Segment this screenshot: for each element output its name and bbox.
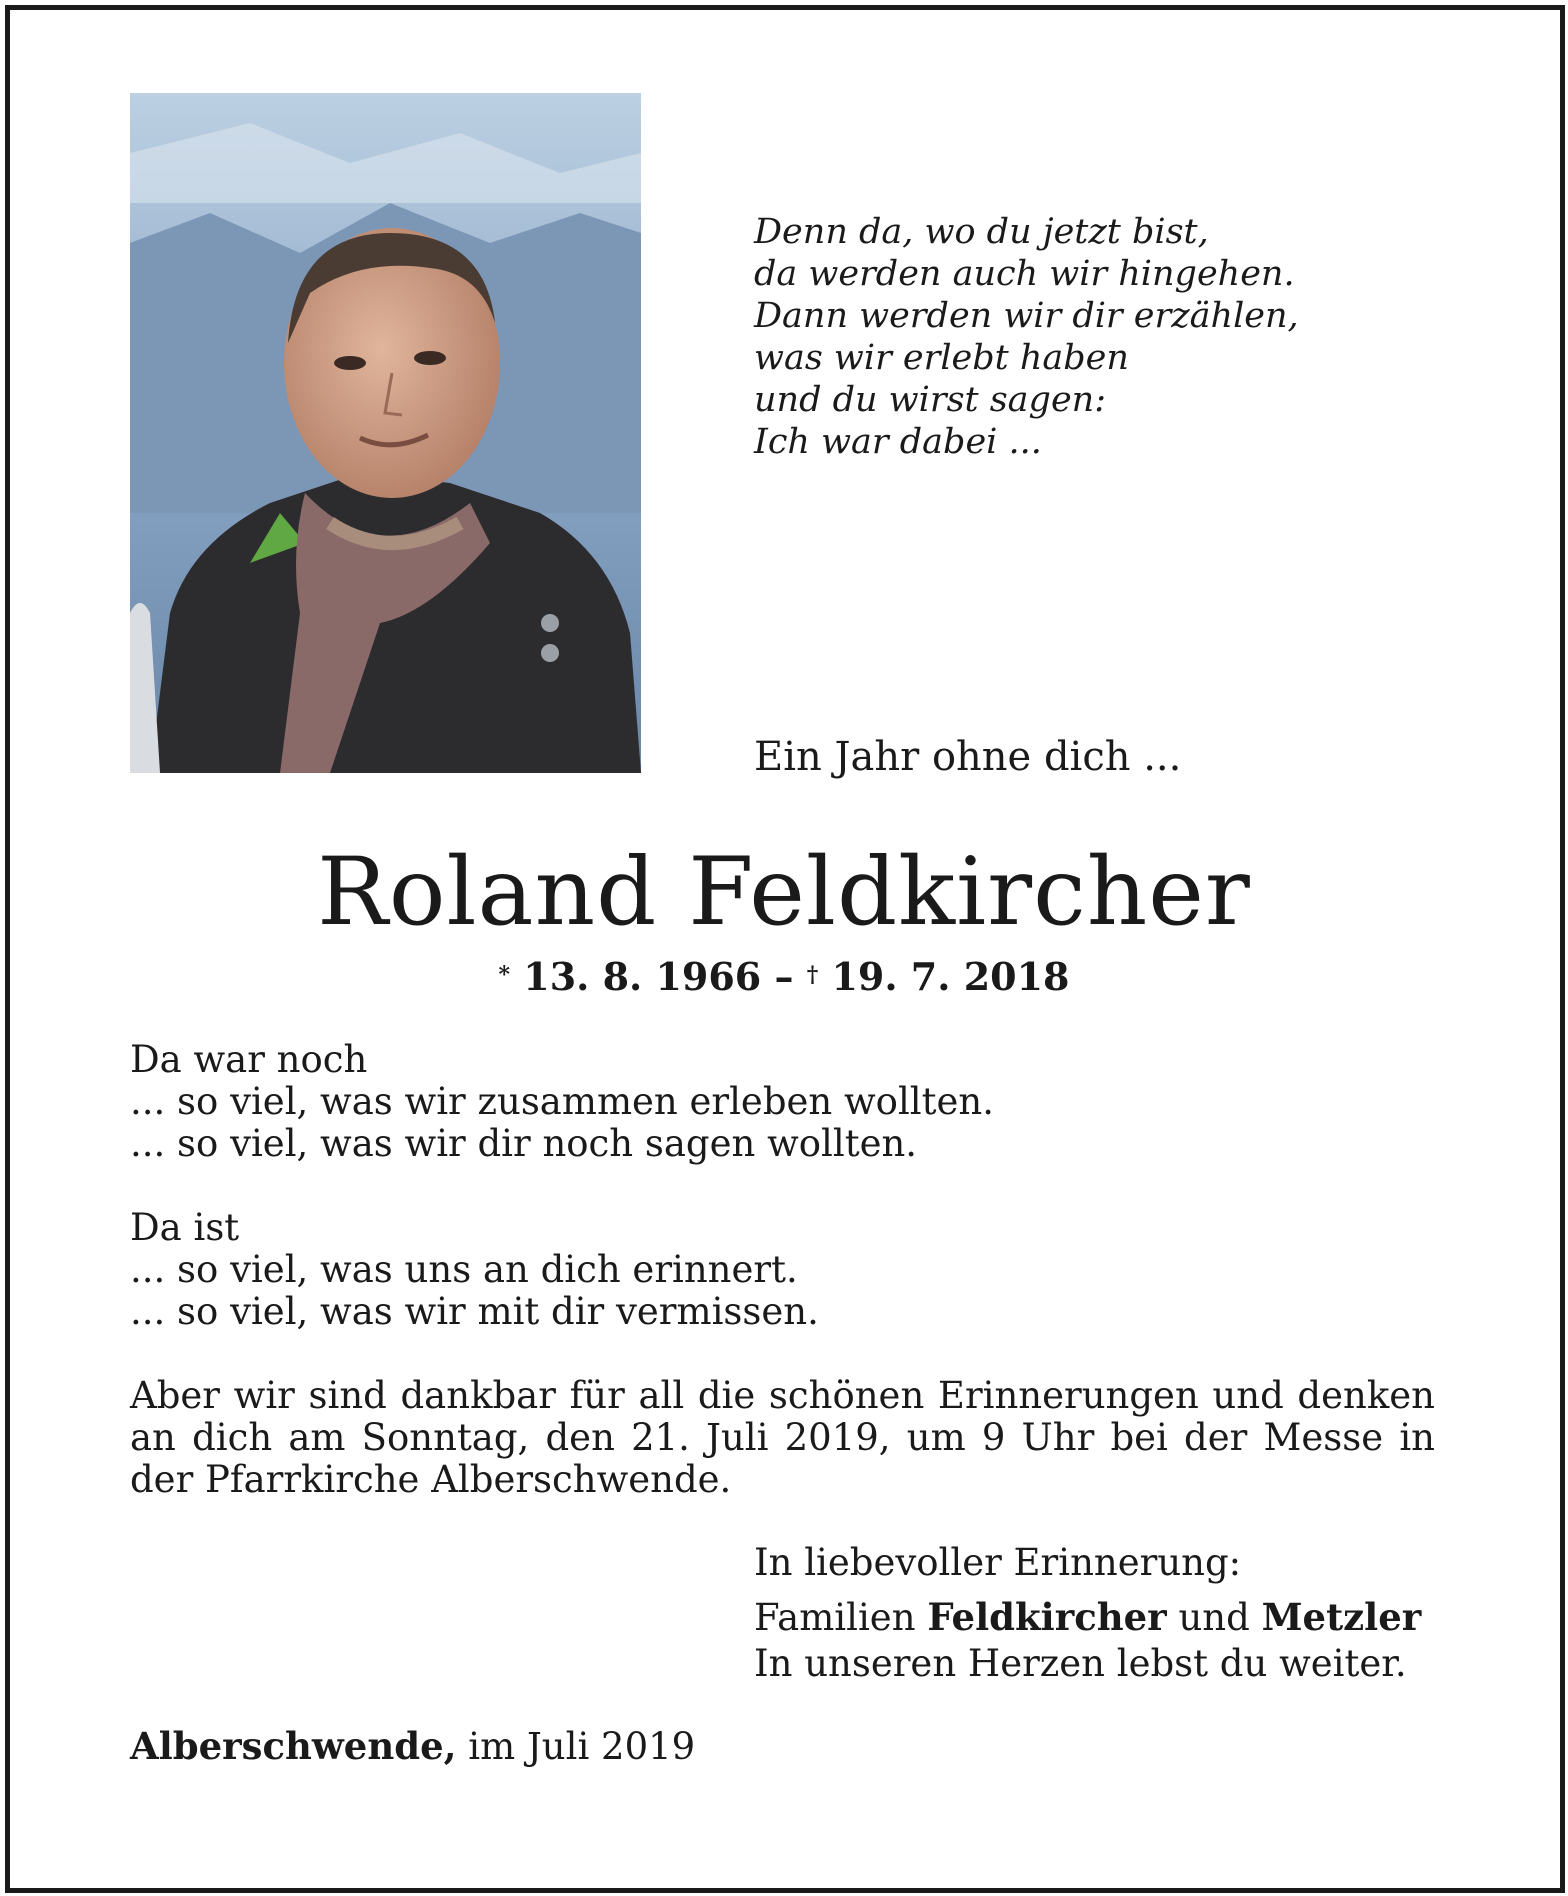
poem-line: Denn da, wo du jetzt bist,	[754, 212, 1209, 252]
place-date	[130, 1725, 695, 1768]
death-date: 19. 7. 2018	[831, 954, 1070, 999]
families-line	[754, 1594, 1421, 1641]
birth-date: 13. 8. 1966 –	[523, 954, 794, 999]
birth-symbol: *	[498, 962, 511, 988]
stanza-line: ... so viel, was wir dir noch sagen wollten.	[130, 1122, 918, 1165]
death-symbol: †	[806, 962, 819, 988]
families-prefix: Familien	[754, 1596, 916, 1639]
stanza-line: Da war noch	[130, 1038, 368, 1081]
closing-intro: In liebevoller Erinnerung:	[754, 1541, 1242, 1584]
place-date-text: im Juli 2019	[468, 1725, 696, 1768]
stanza-2	[130, 1207, 819, 1333]
closing-block	[754, 1540, 1421, 1687]
stanza-line: ... so viel, was uns an dich erinnert.	[130, 1248, 798, 1291]
poem-line: Ich war dabei ...	[754, 422, 1042, 462]
closing-last-line: In unseren Herzen lebst du weiter.	[754, 1642, 1407, 1685]
stanza-line: ... so viel, was wir mit dir vermissen.	[130, 1290, 819, 1333]
poem-line: und du wirst sagen:	[754, 380, 1106, 420]
families-and: und	[1178, 1596, 1250, 1639]
poem-line: da werden auch wir hingehen.	[754, 254, 1295, 294]
life-dates	[0, 954, 1568, 1000]
memorial-paragraph: Aber wir sind dankbar für all die schönen Erinnerungen und denken an dich am Sonntag, den 21. Juli 2019, um 9 Uhr bei der Messe in der Pfarrkirche Alberschwende.	[130, 1374, 1435, 1501]
stanza-line: Da ist	[130, 1206, 240, 1249]
poem-line: was wir erlebt haben	[754, 338, 1129, 378]
portrait-photo	[130, 93, 641, 773]
place-town: Alberschwende,	[130, 1724, 457, 1768]
family-name-2: Metzler	[1261, 1595, 1422, 1639]
deceased-name: Roland Feldkircher	[317, 838, 1251, 947]
stanza-line: ... so viel, was wir zusammen erleben wollten.	[130, 1080, 994, 1123]
stanza-1	[130, 1039, 994, 1165]
poem	[754, 211, 1299, 463]
lead-text: Ein Jahr ohne dich ...	[754, 734, 1182, 780]
poem-line: Dann werden wir dir erzählen,	[754, 296, 1299, 336]
family-name-1: Feldkircher	[927, 1595, 1167, 1639]
